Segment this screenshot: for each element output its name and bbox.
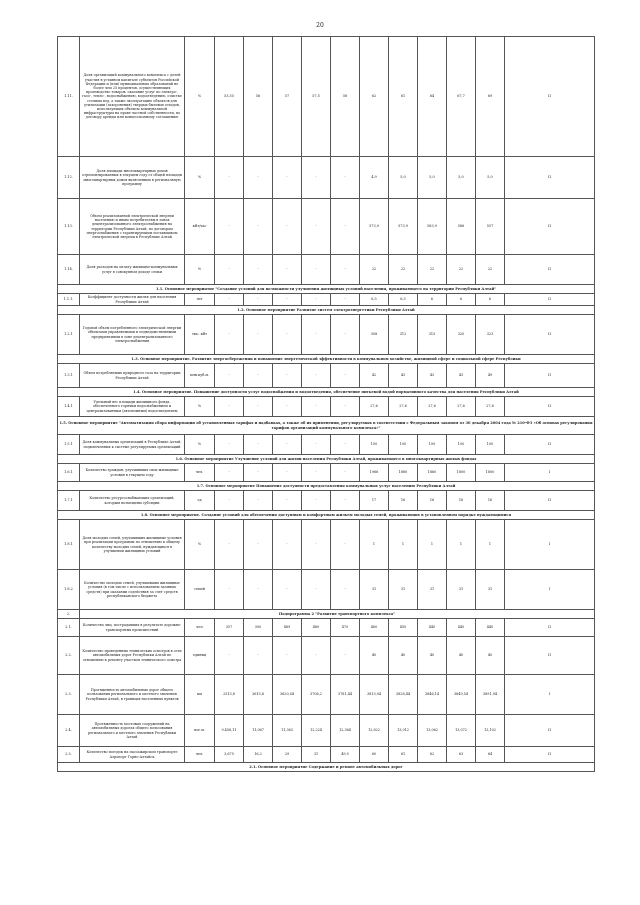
category: II bbox=[505, 397, 595, 417]
category: II bbox=[505, 255, 595, 285]
value-cell: 3828,44 bbox=[389, 675, 418, 715]
page-number: 20 bbox=[316, 22, 324, 29]
indicator-name: Доля коммунальных организаций в Республике Алтай, подключенных к системе регулируемых организаций bbox=[80, 435, 185, 455]
value-cell: 100 bbox=[447, 435, 476, 455]
table-row bbox=[58, 747, 595, 763]
value-cell: - bbox=[273, 520, 302, 570]
indicator-name: Удельный вес площади жилищного фонда, обеспеченного горячим водоснабжением и централизованным (автономным) водоотведением bbox=[80, 397, 185, 417]
value-cell: 40 bbox=[447, 637, 476, 675]
value-cell: 13,072 bbox=[447, 715, 476, 747]
value-cell: - bbox=[273, 294, 302, 306]
value-cell: 557 bbox=[476, 199, 505, 255]
value-cell: - bbox=[302, 570, 331, 610]
row-number: 1.8.2 bbox=[58, 570, 80, 610]
value-cell: - bbox=[331, 315, 360, 355]
value-cell: 1800 bbox=[476, 464, 505, 482]
value-cell: 470 bbox=[331, 619, 360, 637]
value-cell: 5,0 bbox=[418, 157, 447, 199]
unit: ед bbox=[185, 491, 215, 511]
value-cell: 5,0 bbox=[476, 157, 505, 199]
value-cell: - bbox=[302, 491, 331, 511]
value-cell: 12,364 bbox=[331, 715, 360, 747]
value-cell: - bbox=[215, 520, 244, 570]
value-cell: 22 bbox=[360, 255, 389, 285]
value-cell: - bbox=[273, 435, 302, 455]
value-cell: 9.458,11 bbox=[215, 715, 244, 747]
table-row bbox=[58, 715, 595, 747]
row-number: 1.5.1 bbox=[58, 435, 80, 455]
value-cell: 3781,44 bbox=[331, 675, 360, 715]
indicator-name: Доля площади многоквартирных домов отремонтированных в текущем году от общей площади многоквартирных домов включенных в региональную программу bbox=[80, 157, 185, 199]
value-cell: - bbox=[331, 255, 360, 285]
indicator-name: Доля организаций коммунального комплекса с долей участия в уставном капитале субъектов Российской Федерации и (или) муниципальных образований не более чем 25 процентов, осуществляющих производство товаров, оказание услуг по электро-, газо-, тепло-, водоснабжению, водоотведению, очистке сточных вод, а также эксплуатацию объектов для утилизации (захоронения) твердых бытовых отходов, использующих объекты коммунальной инфраструктуры на праве частной собственности, по договору аренды или концессионному соглашению bbox=[80, 37, 185, 157]
section-title: 1.8. Основное мероприятие. Создание условий для обеспечения доступным и комфортным жильем молодых семей, проживающих в установленном порядке нуждающимися bbox=[58, 511, 595, 520]
unit: % bbox=[185, 397, 215, 417]
table-row bbox=[58, 199, 595, 255]
value-cell: 40 bbox=[389, 637, 418, 675]
value-cell: 6,5 bbox=[360, 294, 389, 306]
unit: чел bbox=[185, 619, 215, 637]
value-cell: 11,067 bbox=[244, 715, 273, 747]
unit: % bbox=[185, 157, 215, 199]
value-cell: 53,55 bbox=[215, 37, 244, 157]
value-cell: - bbox=[302, 294, 331, 306]
value-cell: - bbox=[331, 491, 360, 511]
category: I bbox=[505, 464, 595, 482]
section-row bbox=[58, 417, 595, 435]
value-cell: - bbox=[302, 255, 331, 285]
value-cell: - bbox=[244, 464, 273, 482]
section-row bbox=[58, 610, 595, 619]
value-cell: 27,6 bbox=[476, 397, 505, 417]
row-number: 1.6.1 bbox=[58, 464, 80, 482]
category: II bbox=[505, 435, 595, 455]
row-number: 1.14. bbox=[58, 255, 80, 285]
value-cell: - bbox=[273, 637, 302, 675]
category: II bbox=[505, 199, 595, 255]
value-cell: - bbox=[244, 435, 273, 455]
row-number: 2.5. bbox=[58, 747, 80, 763]
category: II bbox=[505, 637, 595, 675]
category: II bbox=[505, 364, 595, 388]
indicator-name: Количество молодых семей, улучшивших жилищные условия (в том числе с использованием заемных средств) при оказании содействия за счет средств республиканского бюджета bbox=[80, 570, 185, 610]
category: II bbox=[505, 715, 595, 747]
value-cell: - bbox=[244, 570, 273, 610]
value-cell: - bbox=[331, 570, 360, 610]
table-row bbox=[58, 255, 595, 285]
value-cell: 16 bbox=[447, 491, 476, 511]
value-cell: - bbox=[331, 157, 360, 199]
indicator-name: Годовой объем потребленного электрической энергии объектами управляемыми и подведомственными предприятиями в зоне децентрализованного электроснабжения bbox=[80, 315, 185, 355]
value-cell: - bbox=[331, 364, 360, 388]
unit: км bbox=[185, 675, 215, 715]
value-cell: - bbox=[331, 435, 360, 455]
value-cell: 31 bbox=[302, 747, 331, 763]
value-cell: - bbox=[273, 199, 302, 255]
value-cell: 22 bbox=[447, 255, 476, 285]
value-cell: 27,6 bbox=[447, 397, 476, 417]
value-cell: 31 bbox=[476, 570, 505, 610]
value-cell: - bbox=[302, 157, 331, 199]
value-cell: 1 bbox=[389, 520, 418, 570]
category: II bbox=[505, 491, 595, 511]
value-cell: 43 bbox=[389, 364, 418, 388]
value-cell: - bbox=[244, 157, 273, 199]
row-number: 1.13. bbox=[58, 199, 80, 255]
table-row bbox=[58, 37, 595, 157]
value-cell: - bbox=[215, 315, 244, 355]
indicator-name: Количество граждан, улучшивших свои жилищные условия в текущем году bbox=[80, 464, 185, 482]
value-cell: 64 bbox=[418, 37, 447, 157]
row-number: 1.8.1 bbox=[58, 520, 80, 570]
value-cell: 100 bbox=[476, 435, 505, 455]
value-cell: 1 bbox=[447, 520, 476, 570]
value-cell: - bbox=[302, 520, 331, 570]
value-cell: 13,012 bbox=[389, 715, 418, 747]
value-cell: 489 bbox=[273, 619, 302, 637]
row-number: 2.2. bbox=[58, 637, 80, 675]
value-cell: - bbox=[302, 637, 331, 675]
value-cell: 3846,14 bbox=[418, 675, 447, 715]
indicator-name: Количество проведенных технических осмотров в сети автомобильных дорог Республики Алтай по отношению к ремонту участков технического осмотра bbox=[80, 637, 185, 675]
value-cell: 16,2 bbox=[244, 747, 273, 763]
value-cell: - bbox=[302, 315, 331, 355]
section-row bbox=[58, 388, 595, 397]
value-cell: 312 bbox=[389, 315, 418, 355]
value-cell: 16 bbox=[389, 491, 418, 511]
indicator-name: Протяженность автомобильных дорог общего пользования регионального и местного значения Республики Алтай, в границах населенных пунктов bbox=[80, 675, 185, 715]
section-title: 1.1. Основное мероприятие "Создание условий для возможности улучшения жилищных условий населения, проживающего на территории Республики Алтай" bbox=[58, 285, 595, 294]
value-cell: - bbox=[215, 157, 244, 199]
table-row bbox=[58, 570, 595, 610]
unit: % bbox=[185, 37, 215, 157]
value-cell: 13,102 bbox=[476, 715, 505, 747]
row-number: 1.12. bbox=[58, 157, 80, 199]
indicator-name: Количество поездок на пассажирском транспорте Аэропорт Горно-Алтайск bbox=[80, 747, 185, 763]
value-cell: - bbox=[302, 435, 331, 455]
section-row bbox=[58, 355, 595, 364]
unit: % bbox=[185, 255, 215, 285]
value-cell: 31 bbox=[360, 570, 389, 610]
value-cell: 440 bbox=[447, 619, 476, 637]
value-cell: 63 bbox=[447, 747, 476, 763]
value-cell: 60 bbox=[360, 747, 389, 763]
value-cell: - bbox=[273, 255, 302, 285]
value-cell: 440 bbox=[476, 619, 505, 637]
value-cell: 4,9 bbox=[360, 157, 389, 199]
value-cell: 100 bbox=[418, 435, 447, 455]
value-cell: 16 bbox=[418, 491, 447, 511]
row-number: 2.1. bbox=[58, 619, 80, 637]
unit: чел. bbox=[185, 747, 215, 763]
category: II bbox=[505, 747, 595, 763]
unit: кВт/час bbox=[185, 199, 215, 255]
value-cell: - bbox=[215, 464, 244, 482]
category: II bbox=[505, 619, 595, 637]
value-cell: 13,062 bbox=[418, 715, 447, 747]
value-cell: - bbox=[273, 570, 302, 610]
unit: млн.куб.м. bbox=[185, 364, 215, 388]
row-number: 1.11. bbox=[58, 37, 80, 157]
category: I bbox=[505, 675, 595, 715]
value-cell: 12,224 bbox=[302, 715, 331, 747]
value-cell: 100 bbox=[360, 435, 389, 455]
value-cell: 440 bbox=[418, 619, 447, 637]
value-cell: - bbox=[215, 570, 244, 610]
value-cell: 480 bbox=[302, 619, 331, 637]
value-cell: 22 bbox=[476, 255, 505, 285]
value-cell: 31 bbox=[418, 570, 447, 610]
section-row bbox=[58, 455, 595, 464]
section-row bbox=[58, 511, 595, 520]
value-cell: - bbox=[215, 294, 244, 306]
value-cell: 308 bbox=[360, 315, 389, 355]
value-cell: 56 bbox=[244, 37, 273, 157]
value-cell: 64 bbox=[476, 747, 505, 763]
value-cell: 357 bbox=[215, 619, 244, 637]
indicator-name: Количество лиц, пострадавших в результате дорожно-транспортных происшествий bbox=[80, 619, 185, 637]
row-number: 2.3. bbox=[58, 675, 80, 715]
value-cell: 6,5 bbox=[389, 294, 418, 306]
value-cell: 100 bbox=[389, 435, 418, 455]
section-title: 1.5. Основное мероприятие "Автоматизация сбора информации об установленных тарифах и надбавках, а также об их применении, регулируемых в соответствии с Федеральным законом от 30 декабря 2004 года № 210-ФЗ «Об основах регулирования тарифов организаций коммунального комплекса»" bbox=[58, 417, 595, 435]
value-cell: - bbox=[331, 294, 360, 306]
value-cell: 3813,04 bbox=[360, 675, 389, 715]
value-cell: 22 bbox=[389, 255, 418, 285]
value-cell: 5,0 bbox=[447, 157, 476, 199]
value-cell: - bbox=[273, 157, 302, 199]
unit: семей bbox=[185, 570, 215, 610]
indicator-name: Количество ресурсоснабжающих организаций, которым возмещены субсидии bbox=[80, 491, 185, 511]
value-cell: 320 bbox=[447, 315, 476, 355]
indicator-name: Объем потребляемых природного газа на территории Республики Алтай bbox=[80, 364, 185, 388]
value-cell: - bbox=[244, 364, 273, 388]
value-cell: 67,7 bbox=[447, 37, 476, 157]
value-cell: - bbox=[244, 315, 273, 355]
unit: пог.м. bbox=[185, 715, 215, 747]
value-cell: 49,5 bbox=[331, 747, 360, 763]
section-title: 2.1. Основное мероприятие Содержание и ремонт автомобильных дорог bbox=[58, 763, 595, 772]
value-cell: - bbox=[331, 397, 360, 417]
table-row bbox=[58, 435, 595, 455]
value-cell: 573,9 bbox=[360, 199, 389, 255]
value-cell: - bbox=[215, 255, 244, 285]
unit: единиц bbox=[185, 637, 215, 675]
value-cell: - bbox=[302, 199, 331, 255]
value-cell: - bbox=[215, 364, 244, 388]
section-title: 1.4. Основное мероприятие. Повышение доступности услуг водоснабжения и водоотведения, обеспечение питьевой водой нормативного качества для населения Республики Алтай bbox=[58, 388, 595, 397]
table-row bbox=[58, 315, 595, 355]
value-cell: - bbox=[302, 364, 331, 388]
value-cell: 6 bbox=[447, 294, 476, 306]
value-cell: 1880 bbox=[389, 464, 418, 482]
value-cell: 57 bbox=[273, 37, 302, 157]
table-row bbox=[58, 675, 595, 715]
category: II bbox=[505, 294, 595, 306]
category: I bbox=[505, 570, 595, 610]
value-cell: 1800 bbox=[447, 464, 476, 482]
value-cell: 450 bbox=[389, 619, 418, 637]
unit: тыс. кВт bbox=[185, 315, 215, 355]
value-cell: 40 bbox=[360, 637, 389, 675]
indicator-name: Протяженность мостовых сооружений на автомобильных дорогах общего пользования регионального и местного значения Республики Алтай bbox=[80, 715, 185, 747]
indicators-table bbox=[57, 36, 595, 772]
value-cell: 16 bbox=[476, 491, 505, 511]
table-row bbox=[58, 157, 595, 199]
table-row bbox=[58, 294, 595, 306]
section-row bbox=[58, 763, 595, 772]
value-cell: 58 bbox=[331, 37, 360, 157]
value-cell: - bbox=[244, 520, 273, 570]
row-number: 1.3.1 bbox=[58, 364, 80, 388]
indicator-name: Доля молодых семей, улучшивших жилищные условия при реализации программы по отношению к общему количеству молодых семей, нуждающихся в улучшении жилищных условий bbox=[80, 520, 185, 570]
value-cell: 3849,54 bbox=[447, 675, 476, 715]
unit: чел. bbox=[185, 464, 215, 482]
value-cell: - bbox=[244, 397, 273, 417]
value-cell: 3891,94 bbox=[476, 675, 505, 715]
table-body bbox=[58, 37, 595, 772]
value-cell: 300 bbox=[244, 619, 273, 637]
value-cell: - bbox=[215, 397, 244, 417]
value-cell: 1860 bbox=[418, 464, 447, 482]
table-row bbox=[58, 637, 595, 675]
table-row bbox=[58, 364, 595, 388]
value-cell: 3615,8 bbox=[244, 675, 273, 715]
value-cell: 29 bbox=[273, 747, 302, 763]
value-cell: 31 bbox=[389, 570, 418, 610]
row-number: 1.4.1 bbox=[58, 397, 80, 417]
value-cell: 62 bbox=[360, 37, 389, 157]
value-cell: 43 bbox=[418, 364, 447, 388]
value-cell: - bbox=[244, 637, 273, 675]
value-cell: 1 bbox=[418, 520, 447, 570]
value-cell: 3620,04 bbox=[273, 675, 302, 715]
value-cell: 17 bbox=[360, 491, 389, 511]
value-cell: 1 bbox=[360, 520, 389, 570]
value-cell: 3706,2 bbox=[302, 675, 331, 715]
category: II bbox=[505, 315, 595, 355]
value-cell: 40 bbox=[418, 637, 447, 675]
row-number: 1.1.1. bbox=[58, 294, 80, 306]
value-cell: 12,822 bbox=[360, 715, 389, 747]
value-cell: - bbox=[331, 520, 360, 570]
value-cell: - bbox=[244, 199, 273, 255]
value-cell: 573,9 bbox=[389, 199, 418, 255]
value-cell: - bbox=[244, 491, 273, 511]
row-number: 1.7.1 bbox=[58, 491, 80, 511]
value-cell: 1966 bbox=[360, 464, 389, 482]
indicator-name: Объем реализованной электрической энергии населению и иным потребителям в зонах децентрализованного электроснабжения на территории Республики Алтай, по договорам энергоснабжения с гарантирующим поставщиком электрической энергии в Республике Алтай bbox=[80, 199, 185, 255]
value-cell: - bbox=[302, 464, 331, 482]
value-cell: 5,0 bbox=[389, 157, 418, 199]
value-cell: 49 bbox=[476, 364, 505, 388]
value-cell: - bbox=[273, 491, 302, 511]
value-cell: - bbox=[215, 637, 244, 675]
value-cell: 27,6 bbox=[389, 397, 418, 417]
unit: % bbox=[185, 520, 215, 570]
value-cell: 43 bbox=[447, 364, 476, 388]
value-cell: - bbox=[331, 637, 360, 675]
row-number: 2. bbox=[58, 610, 80, 619]
value-cell: - bbox=[273, 364, 302, 388]
row-number: 1.2.1 bbox=[58, 315, 80, 355]
value-cell: - bbox=[215, 491, 244, 511]
value-cell: 22 bbox=[418, 255, 447, 285]
value-cell: 31 bbox=[447, 570, 476, 610]
value-cell: - bbox=[244, 255, 273, 285]
table-row bbox=[58, 491, 595, 511]
row-number: 2.4. bbox=[58, 715, 80, 747]
category: I bbox=[505, 520, 595, 570]
value-cell: 6 bbox=[418, 294, 447, 306]
section-title: 1.2. Основное мероприятие Развитие систем электроэнергетики Республики Алтай bbox=[58, 306, 595, 315]
table-row bbox=[58, 464, 595, 482]
table-row bbox=[58, 397, 595, 417]
section-row bbox=[58, 306, 595, 315]
section-row bbox=[58, 482, 595, 491]
value-cell: - bbox=[273, 315, 302, 355]
unit: % bbox=[185, 435, 215, 455]
value-cell: 27,6 bbox=[360, 397, 389, 417]
table-row bbox=[58, 520, 595, 570]
category: II bbox=[505, 37, 595, 157]
section-title: 1.6. Основное мероприятие Улучшение условий для жизни населения Республики Алтай, проживающего в многоквартирных жилых фондах bbox=[58, 455, 595, 464]
value-cell: 57,5 bbox=[302, 37, 331, 157]
section-title: Подпрограмма 2 "Развитие транспортного комплекса" bbox=[80, 610, 595, 619]
indicator-name: Коэффициент доступности жилья для населения Республики Алтай bbox=[80, 294, 185, 306]
unit: лет bbox=[185, 294, 215, 306]
value-cell: - bbox=[331, 199, 360, 255]
value-cell: - bbox=[273, 464, 302, 482]
value-cell: - bbox=[273, 397, 302, 417]
category: II bbox=[505, 157, 595, 199]
value-cell: - bbox=[215, 199, 244, 255]
section-row bbox=[58, 285, 595, 294]
indicator-name: Доля расходов на оплату жилищно-коммунальных услуг в совокупном доходе семьи bbox=[80, 255, 185, 285]
table-row bbox=[58, 619, 595, 637]
value-cell: 6 bbox=[476, 294, 505, 306]
value-cell: - bbox=[302, 397, 331, 417]
value-cell: 315 bbox=[418, 315, 447, 355]
value-cell: 1 bbox=[476, 520, 505, 570]
section-title: 1.7. Основное мероприятие Повышение доступности предоставления коммунальных услуг населению Республики Алтай bbox=[58, 482, 595, 491]
value-cell: 11,363 bbox=[273, 715, 302, 747]
value-cell: - bbox=[331, 464, 360, 482]
value-cell: 62 bbox=[418, 747, 447, 763]
value-cell: 42 bbox=[360, 364, 389, 388]
value-cell: 61 bbox=[389, 747, 418, 763]
value-cell: 460 bbox=[360, 619, 389, 637]
value-cell: 69 bbox=[476, 37, 505, 157]
value-cell: 40 bbox=[476, 637, 505, 675]
value-cell: 586 bbox=[447, 199, 476, 255]
value-cell: 61 bbox=[389, 37, 418, 157]
value-cell: 27,6 bbox=[418, 397, 447, 417]
value-cell: 323 bbox=[476, 315, 505, 355]
value-cell: 3,675 bbox=[215, 747, 244, 763]
value-cell: 2513,8 bbox=[215, 675, 244, 715]
section-title: 1.3. Основное мероприятие. Развитие энергосбережения и повышение энергетической эффективности в коммунальном хозяйстве, жилищной сфере и социальной сфере Республики bbox=[58, 355, 595, 364]
value-cell: - bbox=[244, 294, 273, 306]
value-cell: 583,9 bbox=[418, 199, 447, 255]
value-cell: - bbox=[215, 435, 244, 455]
